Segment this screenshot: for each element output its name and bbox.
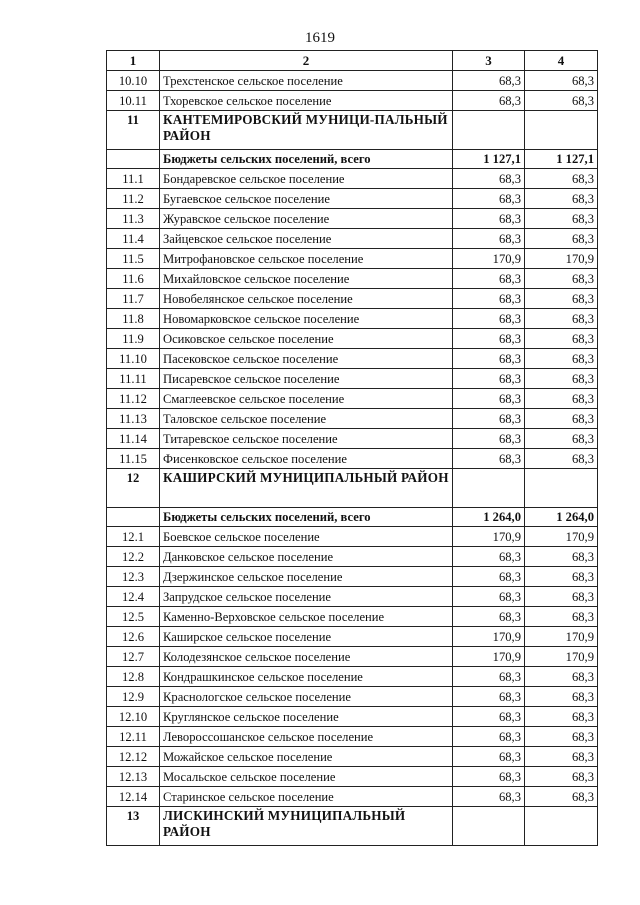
row-number-cell: 11.8 bbox=[107, 309, 160, 329]
row-value-col4-cell: 68,3 bbox=[525, 727, 598, 747]
row-name-cell: Боевское сельское поселение bbox=[160, 527, 453, 547]
row-number-cell: 12.8 bbox=[107, 667, 160, 687]
row-value-col4-cell: 68,3 bbox=[525, 289, 598, 309]
table-row bbox=[107, 787, 598, 807]
table-row bbox=[107, 727, 598, 747]
row-value-col3-cell: 1 127,1 bbox=[453, 150, 525, 169]
table-row bbox=[107, 567, 598, 587]
table-row bbox=[107, 349, 598, 369]
row-number-cell: 11.7 bbox=[107, 289, 160, 309]
row-value-col4-cell: 170,9 bbox=[525, 627, 598, 647]
table-row bbox=[107, 409, 598, 429]
row-value-col4-cell: 68,3 bbox=[525, 71, 598, 91]
row-number-cell: 11.13 bbox=[107, 409, 160, 429]
row-number-cell: 11.1 bbox=[107, 169, 160, 189]
row-value-col4-cell bbox=[525, 807, 598, 846]
table-row bbox=[107, 747, 598, 767]
row-value-col3-cell: 170,9 bbox=[453, 627, 525, 647]
row-value-col4-cell: 68,3 bbox=[525, 189, 598, 209]
row-value-col4-cell: 68,3 bbox=[525, 349, 598, 369]
row-value-col4-cell: 68,3 bbox=[525, 547, 598, 567]
budget-table bbox=[106, 50, 598, 846]
table-row bbox=[107, 169, 598, 189]
table-row bbox=[107, 527, 598, 547]
row-name-cell: Митрофановское сельское поселение bbox=[160, 249, 453, 269]
row-name-cell: Бугаевское сельское поселение bbox=[160, 189, 453, 209]
table-row bbox=[107, 767, 598, 787]
row-value-col3-cell bbox=[453, 469, 525, 508]
table-header-row bbox=[107, 51, 598, 71]
row-value-col3-cell: 68,3 bbox=[453, 269, 525, 289]
row-value-col3-cell: 68,3 bbox=[453, 567, 525, 587]
table-row bbox=[107, 547, 598, 567]
table-row bbox=[107, 687, 598, 707]
row-name-cell: КАШИРСКИЙ МУНИЦИПАЛЬНЫЙ РАЙОН bbox=[160, 469, 453, 508]
row-value-col3-cell bbox=[453, 111, 525, 150]
table-row bbox=[107, 189, 598, 209]
row-name-cell: Мосальское сельское поселение bbox=[160, 767, 453, 787]
row-value-col4-cell: 68,3 bbox=[525, 787, 598, 807]
row-value-col3-cell: 170,9 bbox=[453, 527, 525, 547]
row-value-col3-cell: 68,3 bbox=[453, 189, 525, 209]
row-value-col3-cell: 68,3 bbox=[453, 169, 525, 189]
row-value-col4-cell: 68,3 bbox=[525, 607, 598, 627]
row-name-cell: Левороссошанское сельское поселение bbox=[160, 727, 453, 747]
row-value-col4-cell: 68,3 bbox=[525, 389, 598, 409]
row-number-cell: 12.5 bbox=[107, 607, 160, 627]
table-row bbox=[107, 647, 598, 667]
row-number-cell: 12.14 bbox=[107, 787, 160, 807]
row-name-cell: Новобелянское сельское поселение bbox=[160, 289, 453, 309]
row-number-cell: 12.10 bbox=[107, 707, 160, 727]
row-value-col3-cell: 68,3 bbox=[453, 767, 525, 787]
row-name-cell: Каширское сельское поселение bbox=[160, 627, 453, 647]
row-name-cell: Титаревское сельское поселение bbox=[160, 429, 453, 449]
row-value-col4-cell: 1 127,1 bbox=[525, 150, 598, 169]
row-name-cell: Новомарковское сельское поселение bbox=[160, 309, 453, 329]
row-value-col3-cell: 170,9 bbox=[453, 249, 525, 269]
row-number-cell: 11.14 bbox=[107, 429, 160, 449]
row-name-cell: Колодезянское сельское поселение bbox=[160, 647, 453, 667]
row-value-col4-cell: 170,9 bbox=[525, 249, 598, 269]
row-value-col3-cell: 68,3 bbox=[453, 71, 525, 91]
row-name-cell: Тхоревское сельское поселение bbox=[160, 91, 453, 111]
row-name-cell: КАНТЕМИРОВСКИЙ МУНИЦИ-ПАЛЬНЫЙ РАЙОН bbox=[160, 111, 453, 150]
table-row bbox=[107, 369, 598, 389]
row-name-cell: Смаглеевское сельское поселение bbox=[160, 389, 453, 409]
row-name-cell: Пасековское сельское поселение bbox=[160, 349, 453, 369]
row-value-col3-cell: 68,3 bbox=[453, 329, 525, 349]
table-row bbox=[107, 209, 598, 229]
table-row bbox=[107, 71, 598, 91]
row-value-col3-cell: 68,3 bbox=[453, 587, 525, 607]
row-value-col3-cell: 68,3 bbox=[453, 727, 525, 747]
table-row bbox=[107, 91, 598, 111]
row-value-col3-cell: 68,3 bbox=[453, 289, 525, 309]
row-value-col3-cell: 68,3 bbox=[453, 449, 525, 469]
row-value-col4-cell: 68,3 bbox=[525, 409, 598, 429]
row-number-cell: 10.11 bbox=[107, 91, 160, 111]
row-value-col3-cell: 68,3 bbox=[453, 389, 525, 409]
row-value-col3-cell: 68,3 bbox=[453, 707, 525, 727]
row-number-cell: 12.2 bbox=[107, 547, 160, 567]
row-number-cell: 11.9 bbox=[107, 329, 160, 349]
table-row bbox=[107, 627, 598, 647]
row-value-col4-cell: 68,3 bbox=[525, 169, 598, 189]
row-value-col3-cell: 170,9 bbox=[453, 647, 525, 667]
row-number-cell: 11 bbox=[107, 111, 160, 150]
row-name-cell: Журавское сельское поселение bbox=[160, 209, 453, 229]
row-number-cell: 12.1 bbox=[107, 527, 160, 547]
row-number-cell: 11.3 bbox=[107, 209, 160, 229]
row-value-col4-cell: 68,3 bbox=[525, 707, 598, 727]
row-value-col4-cell: 170,9 bbox=[525, 647, 598, 667]
row-number-cell: 11.4 bbox=[107, 229, 160, 249]
row-value-col3-cell: 1 264,0 bbox=[453, 508, 525, 527]
row-name-cell: Данковское сельское поселение bbox=[160, 547, 453, 567]
row-number-cell: 12.6 bbox=[107, 627, 160, 647]
row-number-cell: 10.10 bbox=[107, 71, 160, 91]
row-value-col4-cell: 68,3 bbox=[525, 767, 598, 787]
row-number-cell: 12.4 bbox=[107, 587, 160, 607]
row-name-cell: Писаревское сельское поселение bbox=[160, 369, 453, 389]
row-number-cell: 13 bbox=[107, 807, 160, 846]
header-col-1: 1 bbox=[107, 51, 160, 71]
row-value-col3-cell: 68,3 bbox=[453, 409, 525, 429]
district-row bbox=[107, 807, 598, 846]
table-row bbox=[107, 289, 598, 309]
table-row bbox=[107, 229, 598, 249]
row-value-col3-cell: 68,3 bbox=[453, 547, 525, 567]
row-value-col3-cell: 68,3 bbox=[453, 607, 525, 627]
row-value-col3-cell bbox=[453, 807, 525, 846]
table-row bbox=[107, 329, 598, 349]
row-number-cell: 11.10 bbox=[107, 349, 160, 369]
row-value-col3-cell: 68,3 bbox=[453, 667, 525, 687]
table-row bbox=[107, 587, 598, 607]
district-row bbox=[107, 111, 598, 150]
row-value-col3-cell: 68,3 bbox=[453, 687, 525, 707]
row-name-cell: Дзержинское сельское поселение bbox=[160, 567, 453, 587]
row-number-cell: 11.12 bbox=[107, 389, 160, 409]
row-number-cell: 11.15 bbox=[107, 449, 160, 469]
row-name-cell: Бондаревское сельское поселение bbox=[160, 169, 453, 189]
row-name-cell: Осиковское сельское поселение bbox=[160, 329, 453, 349]
row-value-col4-cell: 68,3 bbox=[525, 429, 598, 449]
row-value-col3-cell: 68,3 bbox=[453, 91, 525, 111]
row-value-col3-cell: 68,3 bbox=[453, 309, 525, 329]
row-name-cell: Кондрашкинское сельское поселение bbox=[160, 667, 453, 687]
row-value-col4-cell: 68,3 bbox=[525, 229, 598, 249]
row-value-col4-cell: 68,3 bbox=[525, 449, 598, 469]
row-number-cell: 12.13 bbox=[107, 767, 160, 787]
header-col-4: 4 bbox=[525, 51, 598, 71]
table-row bbox=[107, 309, 598, 329]
row-number-cell bbox=[107, 150, 160, 169]
row-value-col4-cell: 68,3 bbox=[525, 309, 598, 329]
total-row bbox=[107, 508, 598, 527]
row-name-cell: Михайловское сельское поселение bbox=[160, 269, 453, 289]
row-name-cell: Таловское сельское поселение bbox=[160, 409, 453, 429]
row-name-cell: Бюджеты сельских поселений, всего bbox=[160, 150, 453, 169]
table-row bbox=[107, 249, 598, 269]
row-number-cell: 11.2 bbox=[107, 189, 160, 209]
row-value-col4-cell bbox=[525, 469, 598, 508]
row-value-col4-cell: 170,9 bbox=[525, 527, 598, 547]
row-value-col3-cell: 68,3 bbox=[453, 349, 525, 369]
page-number: 1619 bbox=[305, 30, 335, 46]
header-col-2: 2 bbox=[160, 51, 453, 71]
table-row bbox=[107, 429, 598, 449]
row-value-col4-cell: 68,3 bbox=[525, 587, 598, 607]
row-name-cell: Трехстенское сельское поселение bbox=[160, 71, 453, 91]
row-number-cell: 12.11 bbox=[107, 727, 160, 747]
total-row bbox=[107, 150, 598, 169]
row-name-cell: Каменно-Верховское сельское поселение bbox=[160, 607, 453, 627]
row-number-cell: 11.5 bbox=[107, 249, 160, 269]
row-number-cell: 12.12 bbox=[107, 747, 160, 767]
row-value-col3-cell: 68,3 bbox=[453, 747, 525, 767]
row-value-col3-cell: 68,3 bbox=[453, 229, 525, 249]
table-row bbox=[107, 269, 598, 289]
row-value-col4-cell: 68,3 bbox=[525, 747, 598, 767]
table-body bbox=[107, 51, 598, 846]
row-value-col3-cell: 68,3 bbox=[453, 209, 525, 229]
row-number-cell: 12 bbox=[107, 469, 160, 508]
row-number-cell: 12.9 bbox=[107, 687, 160, 707]
row-name-cell: Зайцевское сельское поселение bbox=[160, 229, 453, 249]
row-number-cell: 12.7 bbox=[107, 647, 160, 667]
row-value-col4-cell: 68,3 bbox=[525, 329, 598, 349]
row-value-col4-cell: 1 264,0 bbox=[525, 508, 598, 527]
row-name-cell: Фисенковское сельское поселение bbox=[160, 449, 453, 469]
row-number-cell: 11.11 bbox=[107, 369, 160, 389]
row-name-cell: Можайское сельское поселение bbox=[160, 747, 453, 767]
district-row bbox=[107, 469, 598, 508]
row-name-cell: ЛИСКИНСКИЙ МУНИЦИПАЛЬНЫЙ РАЙОН bbox=[160, 807, 453, 846]
row-value-col3-cell: 68,3 bbox=[453, 369, 525, 389]
row-value-col4-cell: 68,3 bbox=[525, 91, 598, 111]
table-row bbox=[107, 667, 598, 687]
table-row bbox=[107, 389, 598, 409]
table-row bbox=[107, 607, 598, 627]
row-value-col4-cell: 68,3 bbox=[525, 269, 598, 289]
row-value-col3-cell: 68,3 bbox=[453, 787, 525, 807]
table-row bbox=[107, 707, 598, 727]
row-name-cell: Старинское сельское поселение bbox=[160, 787, 453, 807]
row-value-col3-cell: 68,3 bbox=[453, 429, 525, 449]
row-value-col4-cell: 68,3 bbox=[525, 209, 598, 229]
row-value-col4-cell bbox=[525, 111, 598, 150]
row-value-col4-cell: 68,3 bbox=[525, 567, 598, 587]
row-value-col4-cell: 68,3 bbox=[525, 369, 598, 389]
row-name-cell: Запрудское сельское поселение bbox=[160, 587, 453, 607]
row-number-cell bbox=[107, 508, 160, 527]
row-name-cell: Круглянское сельское поселение bbox=[160, 707, 453, 727]
row-number-cell: 11.6 bbox=[107, 269, 160, 289]
table-row bbox=[107, 449, 598, 469]
row-name-cell: Бюджеты сельских поселений, всего bbox=[160, 508, 453, 527]
row-value-col4-cell: 68,3 bbox=[525, 687, 598, 707]
row-number-cell: 12.3 bbox=[107, 567, 160, 587]
row-name-cell: Краснологское сельское поселение bbox=[160, 687, 453, 707]
row-value-col4-cell: 68,3 bbox=[525, 667, 598, 687]
header-col-3: 3 bbox=[453, 51, 525, 71]
